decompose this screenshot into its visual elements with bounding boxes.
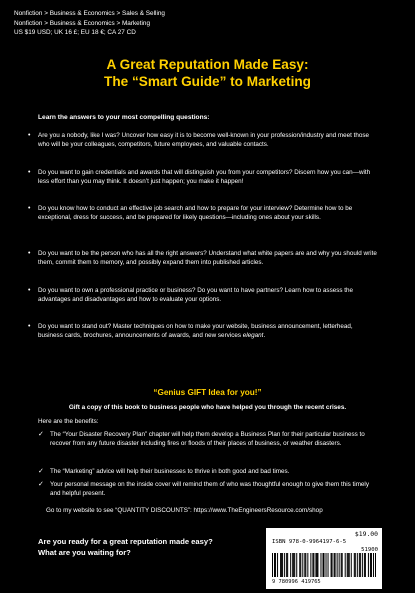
- question-item: [28, 249, 378, 267]
- barcode-bar: [354, 553, 355, 577]
- barcode-bar: [335, 553, 336, 577]
- closing-line: Are you ready for a great reputation made easy?: [38, 537, 213, 546]
- barcode-bar: [284, 553, 285, 577]
- barcode-bar: [351, 553, 352, 577]
- barcode-bar: [347, 553, 348, 577]
- bullet: •: [28, 169, 31, 176]
- barcode-bar: [294, 553, 295, 577]
- price-line: US $19 USD; UK 16 £; EU 18 €; CA 27 CD: [14, 29, 136, 37]
- barcode-bar: [332, 553, 333, 577]
- question-text: Are you a nobody, like I was? Uncover how easy it is to become well-known in your profession/industry and meet those who will be your colleagues, competitors, future employees, and valuable contacts.: [38, 132, 369, 149]
- question-item: [28, 286, 378, 304]
- subtitle-line: The “Smart Guide” to Marketing: [104, 74, 311, 89]
- barcode-bar: [277, 553, 278, 577]
- check-icon: ✓: [38, 481, 44, 488]
- barcode-bar: [368, 553, 369, 577]
- bullet: •: [28, 205, 31, 212]
- intro-heading: Learn the answers to your most compelling questions:: [38, 114, 210, 121]
- barcode-bar: [370, 553, 371, 577]
- question-item: [28, 322, 378, 340]
- check-icon: ✓: [38, 468, 44, 475]
- barcode-bars: [272, 553, 376, 577]
- barcode-bar: [281, 553, 282, 577]
- barcode-bar: [345, 553, 346, 577]
- bullet: •: [28, 287, 31, 294]
- barcode-bar: [337, 553, 338, 577]
- question-text: Do you want to be the person who has all the right answers? Understand what white papers are and why you should write them, commit them to memory, and possibly expand them into published articles.: [38, 250, 377, 267]
- barcode-bar: [293, 553, 294, 577]
- benefit-text: The “Your Disaster Recovery Plan” chapter will help them develop a Business Plan for their particular business to recover from any future disaster including fires or floods of their places of business, or weather disasters.: [50, 431, 365, 448]
- isbn-label: ISBN 978-0-9964197-6-5: [272, 539, 347, 545]
- barcode-bar: [272, 553, 273, 577]
- barcode-bar: [360, 553, 361, 577]
- barcode-bar: [275, 553, 276, 577]
- barcode-bar: [274, 553, 275, 577]
- barcode-bar: [334, 553, 335, 577]
- barcode-bar: [339, 553, 340, 577]
- question-text: Do you know how to conduct an effective job search and how to prepare for your interview? Determine how to be exceptional, dress for success, and be prepared for likely questions—including ones about your skills.: [38, 205, 353, 222]
- barcode-bar: [290, 553, 291, 577]
- price-code: 51900: [361, 547, 378, 553]
- barcode-bar: [313, 553, 314, 577]
- question-text: Do you want to own a professional practice or business? Do you want to have partners? Learn how to assess the advantages and disadvantages and how to evaluate your options.: [38, 287, 354, 304]
- barcode-bar: [282, 553, 283, 577]
- question-text: Do you want to stand out? Master techniques on how to make your website, business announcement, letterhead, business cards, brochures, announcements of awards, and new services elegant.: [38, 323, 353, 340]
- barcode-bar: [364, 553, 365, 577]
- barcode-bar: [375, 553, 376, 577]
- bullet: •: [28, 250, 31, 257]
- bullet: •: [28, 323, 31, 330]
- emphasis: elegant: [242, 332, 264, 340]
- closing-line: What are you waiting for?: [38, 548, 131, 557]
- closing-question: [38, 536, 213, 558]
- barcode-bar: [373, 553, 374, 577]
- barcode-box: [266, 528, 382, 589]
- barcode-bar: [280, 553, 281, 577]
- barcode-bar: [320, 553, 321, 577]
- barcode-bar: [307, 553, 308, 577]
- gift-line: Gift a copy of this book to business people who have helped you through the recent crises.: [68, 404, 347, 411]
- barcode-bar: [359, 553, 360, 577]
- benefit-text: The “Marketing” advice will help their businesses to thrive in both good and bad times.: [50, 468, 290, 475]
- category-list: [14, 9, 165, 38]
- barcode-bar: [312, 553, 313, 577]
- barcode-bar: [292, 553, 293, 577]
- barcode-number: 9 780996 419765: [272, 579, 321, 585]
- barcode-bar: [300, 553, 301, 577]
- title-line: A Great Reputation Made Easy:: [106, 57, 309, 72]
- bullet: •: [28, 132, 31, 139]
- benefit-item: [38, 430, 370, 448]
- barcode-bar: [304, 553, 305, 577]
- benefit-item: [38, 467, 370, 476]
- barcode-bar: [331, 553, 332, 577]
- barcode-bar: [355, 553, 356, 577]
- benefits-label: Here are the benefits:: [38, 418, 99, 425]
- benefit-text: Your personal message on the inside cover will remind them of who was thoughtful enough to give them this timely and helpful present.: [50, 481, 369, 498]
- barcode-bar: [317, 553, 318, 577]
- barcode-price: $19.00: [354, 530, 378, 538]
- barcode-bar: [324, 553, 325, 577]
- question-item: [28, 131, 378, 149]
- barcode-bar: [315, 553, 316, 577]
- barcode-bar: [316, 553, 317, 577]
- barcode-bar: [342, 553, 343, 577]
- barcode-bar: [362, 553, 363, 577]
- question-item: [28, 204, 378, 222]
- barcode-bar: [296, 553, 297, 577]
- barcode-bar: [322, 553, 323, 577]
- barcode-bar: [349, 553, 350, 577]
- book-title: [0, 56, 415, 90]
- discount-note: Go to my website to see “QUANTITY DISCOUNTS”: https://www.TheEngineersResource.com/shop: [46, 507, 323, 514]
- barcode-bar: [310, 553, 311, 577]
- barcode-bar: [357, 553, 358, 577]
- barcode-bar: [341, 553, 342, 577]
- barcode-bar: [348, 553, 349, 577]
- check-icon: ✓: [38, 431, 44, 438]
- barcode-bar: [287, 553, 288, 577]
- barcode-bar: [302, 553, 303, 577]
- barcode-bar: [299, 553, 300, 577]
- benefit-item: [38, 480, 370, 498]
- barcode-bar: [371, 553, 372, 577]
- barcode-bar: [305, 553, 306, 577]
- question-item: [28, 168, 378, 186]
- gift-title: “Genius GIFT Idea for you!”: [153, 388, 262, 397]
- barcode-bar: [286, 553, 287, 577]
- barcode-bar: [328, 553, 329, 577]
- category-line: Nonfiction > Business & Economics > Sales & Selling: [14, 10, 165, 17]
- category-line: Nonfiction > Business & Economics > Marketing: [14, 19, 151, 27]
- barcode-bar: [365, 553, 366, 577]
- question-text: Do you want to gain credentials and awards that will distinguish you from your competitors? Discern how you can—with less effort than you may think. It doesn’t just happen; you make it happen!: [38, 169, 371, 186]
- barcode-bar: [326, 553, 327, 577]
